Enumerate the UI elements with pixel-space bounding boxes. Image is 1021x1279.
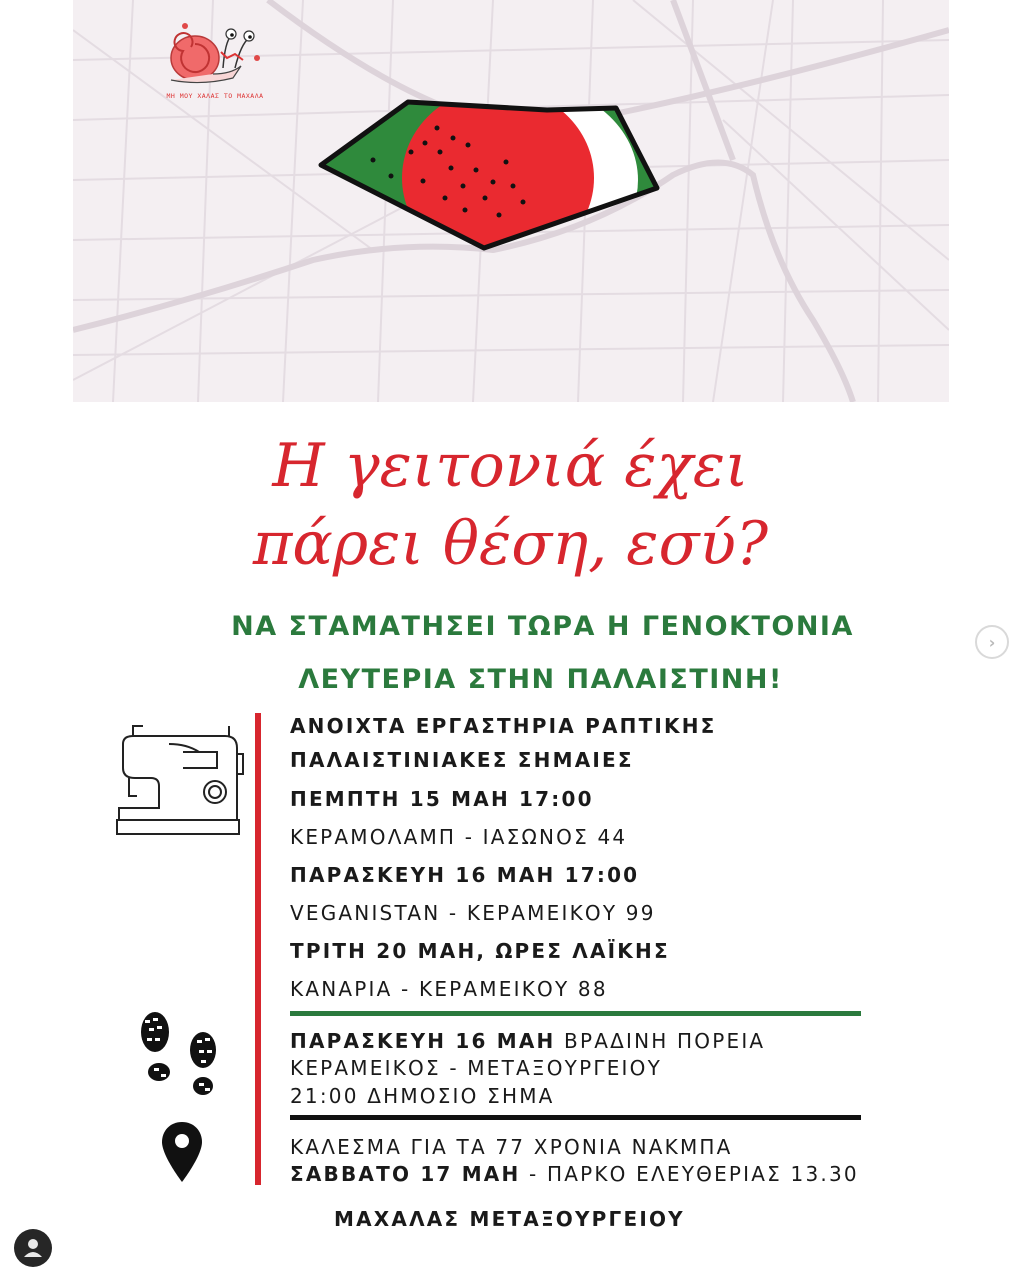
workshop-title-line-1: ΑΝΟΙΧΤΑ ΕΡΓΑΣΤΗΡΙΑ ΡΑΠΤΙΚΗΣ <box>290 714 717 738</box>
call-title: ΚΑΛΕΣΜΑ ΓΙΑ ΤΑ 77 ΧΡΟΝΙΑ ΝΑΚΜΠΑ <box>290 1135 733 1159</box>
march-meeting: 21:00 ΔΗΜΟΣΙΟ ΣΗΜΑ <box>290 1084 555 1108</box>
logo-caption: ΜΗ ΜΟΥ ΧΑΛΑΣ ΤΟ ΜΑΧΑΛΑ <box>166 92 264 100</box>
march-title: ΒΡΑΔΙΝΗ ΠΟΡΕΙΑ <box>564 1029 766 1053</box>
march-route: ΚΕΡΑΜΕΙΚΟΣ - ΜΕΤΑΞΟΥΡΓΕΙΟΥ <box>290 1056 662 1080</box>
call-details <box>290 1162 859 1186</box>
call-date: ΣΑΒΒΑΤΟ 17 ΜΑΗ <box>290 1162 521 1186</box>
slogan-stop-genocide: ΝΑ ΣΤΑΜΑΤΗΣΕΙ ΤΩΡΑ Η ΓΕΝΟΚΤΟΝΙΑ <box>231 611 854 642</box>
workshop-place: VEGANISTAN - ΚΕΡΑΜΕΙΚΟΥ 99 <box>290 901 656 925</box>
user-icon <box>14 1229 52 1267</box>
black-divider <box>290 1115 861 1120</box>
slogan-free-palestine: ΛΕΥΤΕΡΙΑ ΣΤΗΝ ΠΑΛΑΙΣΤΙΝΗ! <box>298 664 783 695</box>
sewing-machine-icon <box>113 722 247 842</box>
workshop-place: ΚΑΝΑΡΙΑ - ΚΕΡΑΜΕΙΚΟΥ 88 <box>290 977 608 1001</box>
next-slide-button[interactable] <box>975 625 1009 659</box>
workshop-date: ΠΑΡΑΣΚΕΥΗ 16 ΜΑΗ 17:00 <box>290 863 640 887</box>
signature: ΜΑΧΑΛΑΣ ΜΕΤΑΞΟΥΡΓΕΙΟΥ <box>334 1207 685 1231</box>
red-divider-bar <box>255 713 261 1185</box>
footprints-icon <box>137 1010 221 1100</box>
location-pin-icon <box>160 1120 204 1184</box>
headline-line-1: Η γειτονιά έχει <box>272 431 749 501</box>
workshop-date: ΠΕΜΠΤΗ 15 ΜΑΗ 17:00 <box>290 787 594 811</box>
workshop-place: ΚΕΡΑΜΟΛΑΜΠ - ΙΑΣΩΝΟΣ 44 <box>290 825 628 849</box>
chevron-right-icon: › <box>988 632 996 652</box>
march-heading <box>290 1029 765 1053</box>
march-date: ΠΑΡΑΣΚΕΥΗ 16 ΜΑΗ <box>290 1029 556 1053</box>
profile-avatar[interactable] <box>14 1229 52 1267</box>
workshop-date: ΤΡΙΤΗ 20 ΜΑΗ, ΩΡΕΣ ΛΑΪΚΗΣ <box>290 939 670 963</box>
workshop-title-line-2: ΠΑΛΑΙΣΤΙΝΙΑΚΕΣ ΣΗΜΑΙΕΣ <box>290 748 634 772</box>
call-place-time: - ΠΑΡΚΟ ΕΛΕΥΘΕΡΙΑΣ 13.30 <box>529 1162 859 1186</box>
green-divider <box>290 1011 861 1016</box>
snail-icon <box>161 12 269 92</box>
headline-line-2: πάρει θέση, εσύ? <box>252 509 769 579</box>
